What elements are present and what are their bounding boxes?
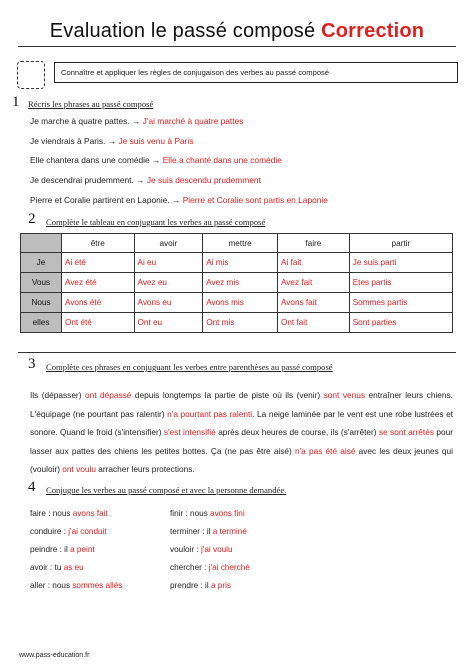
verb-item xyxy=(170,581,231,590)
line-answer: J'ai marché à quatre pattes xyxy=(142,116,244,126)
table-cell: Je suis parti xyxy=(349,253,452,273)
exercise1-line xyxy=(30,155,282,165)
verb-answer: a terminé xyxy=(212,527,247,536)
section2-number: 2 xyxy=(28,211,36,227)
objective-box: Connaître et appliquer les règles de conjugaison des verbes au passé composé xyxy=(54,62,458,83)
arrow-icon: → xyxy=(172,195,181,205)
verb-answer: a pris xyxy=(210,581,231,590)
text-segment: arracher leurs protections. xyxy=(95,464,195,475)
arrow-icon: → xyxy=(107,136,117,146)
section3-number: 3 xyxy=(28,356,36,372)
table-cell: Avez eu xyxy=(134,273,203,293)
pronoun-cell: elles xyxy=(21,313,62,333)
text-segment: avec les deux jeunes qui (vouloir) xyxy=(30,445,453,475)
table-cell: Avez mis xyxy=(203,273,278,293)
title-divider xyxy=(18,46,456,47)
pronoun-cell: Vous xyxy=(21,273,62,293)
table-cell: Avez été xyxy=(62,273,135,293)
text-segment: après deux heures de course, ils (s'arrêter) xyxy=(215,427,379,438)
text-segment: entraîner leurs chiens. L'équipage (ne pourtant pas ralentir) xyxy=(30,390,453,419)
verb-answer: as eu xyxy=(63,563,84,572)
answer-segment: ont voulu xyxy=(62,464,96,475)
answer-segment: s'est intensifié xyxy=(163,427,216,438)
table-cell: Ai eu xyxy=(134,253,203,273)
table-header: être xyxy=(62,234,135,253)
table-row xyxy=(21,253,453,273)
answer-segment: sont venus xyxy=(323,390,365,400)
verb-item xyxy=(30,527,107,536)
verb-prompt: chercher : xyxy=(170,563,209,572)
line-answer: Pierre et Coralie sont partis en Laponie xyxy=(182,195,328,205)
verb-item xyxy=(30,581,122,590)
table-cell: Ai fait xyxy=(277,253,349,273)
line-answer: Je suis venu à Paris xyxy=(118,136,194,146)
line-answer: Elle a chanté dans une comédie xyxy=(162,155,282,165)
line-answer: Je suis descendu prudemment xyxy=(146,175,261,185)
page-title xyxy=(0,20,474,43)
verb-prompt: faire : nous xyxy=(30,509,73,518)
pronoun-cell: Nous xyxy=(21,293,62,313)
section1-title: Récris les phrases au passé composé xyxy=(28,99,154,109)
table-corner-cell xyxy=(21,234,62,253)
table-cell: Ont mis xyxy=(203,313,278,333)
table-cell: Avez fait xyxy=(277,273,349,293)
verb-item xyxy=(170,509,245,518)
table-row xyxy=(21,273,453,293)
section3-title: Complète ces phrases en conjuguant les verbes entre parenthèses au passé composé xyxy=(46,362,333,372)
objective-checkbox xyxy=(17,61,45,89)
verb-item xyxy=(170,563,250,572)
text-segment: . La neige laminée par le vent est une robe lustrées et sonore. Quand le froid (s'intensifier) xyxy=(30,408,453,438)
verb-prompt: aller : nous xyxy=(30,581,73,590)
section4-number: 4 xyxy=(28,479,36,495)
table-cell: Ont eu xyxy=(134,313,203,333)
verb-item xyxy=(170,545,233,554)
verb-answer: avons fini xyxy=(210,509,245,518)
verb-prompt: terminer : il xyxy=(170,527,213,536)
arrow-icon: → xyxy=(131,116,141,126)
exercise1-line xyxy=(30,195,328,205)
text-segment: pour lasser aux pattes des chiens les petites bottes. Ça (ne pas être aisé) xyxy=(30,427,453,456)
line-original: Je viendrais à Paris. xyxy=(30,136,106,146)
verb-prompt: avoir : tu xyxy=(30,563,64,572)
table-cell: Ont fait xyxy=(277,313,349,333)
table-cell: Avons été xyxy=(62,293,135,313)
arrow-icon: → xyxy=(136,175,145,185)
exercise1-line xyxy=(30,136,193,146)
table-header: faire xyxy=(277,234,349,253)
line-original: Pierre et Coralie partirent en Laponie. xyxy=(30,195,170,205)
paragraph-text xyxy=(30,386,453,479)
conjugation-table xyxy=(20,233,453,333)
section1-number: 1 xyxy=(12,94,20,110)
verb-answer: avons fait xyxy=(72,509,108,518)
table-row xyxy=(21,293,453,313)
section2-title: Complète le tableau en conjuguant les verbes au passé composé xyxy=(46,217,266,227)
answer-segment: n'a pas été aisé xyxy=(294,445,356,456)
title-main: Evaluation le passé composé xyxy=(49,20,316,42)
table-cell: Ai mis xyxy=(203,253,278,273)
exercise3-paragraph xyxy=(30,386,453,479)
table-header: mettre xyxy=(203,234,278,253)
exercise1-line xyxy=(30,175,261,185)
verb-prompt: finir : nous xyxy=(170,509,211,518)
table-cell: Avons fait xyxy=(277,293,349,313)
verb-prompt: peindre : il xyxy=(30,545,71,554)
answer-segment: ont dépassé xyxy=(84,390,132,400)
text-segment: depuis longtemps la partie de piste où ils (venir) xyxy=(131,390,324,400)
verb-prompt: conduire : xyxy=(30,527,69,536)
table-header-row xyxy=(21,234,453,253)
table-cell: Sont parties xyxy=(349,313,452,333)
table-cell: Ont été xyxy=(62,313,135,333)
table-header: partir xyxy=(349,234,452,253)
verb-prompt: prendre : il xyxy=(170,581,211,590)
pronoun-cell: Je xyxy=(21,253,62,273)
section4-title: Conjugue les verbes au passé composé et avec la personne demandée. xyxy=(46,485,287,495)
line-original: Je marche à quatre pattes. xyxy=(30,116,130,126)
table-row xyxy=(21,313,453,333)
table-cell: Avons mis xyxy=(203,293,278,313)
answer-segment: se sont arrêtés xyxy=(378,427,434,438)
table-header: avoir xyxy=(134,234,203,253)
line-original: Je descendrai prudemment. xyxy=(30,175,134,185)
section-divider xyxy=(18,352,456,353)
arrow-icon: → xyxy=(151,155,161,165)
footer-url[interactable]: www.pass-education.fr xyxy=(19,652,90,659)
line-original: Elle chantera dans une comédie xyxy=(30,155,150,165)
answer-segment: n'a pourtant pas ralenti xyxy=(167,408,253,419)
verb-answer: j'ai conduit xyxy=(68,527,107,536)
verb-answer: a peint xyxy=(70,545,95,554)
table-cell: Ai été xyxy=(62,253,135,273)
verb-item xyxy=(30,509,108,518)
verb-answer: sommes allés xyxy=(72,581,123,590)
verb-answer: j'ai voulu xyxy=(200,545,233,554)
text-segment: Ils (dépasser) xyxy=(30,390,85,400)
exercise1-line xyxy=(30,116,243,126)
title-correction: Correction xyxy=(321,20,425,42)
table-cell: Avons eu xyxy=(134,293,203,313)
verb-item xyxy=(170,527,247,536)
table-cell: Sommes partis xyxy=(349,293,452,313)
verb-item xyxy=(30,545,95,554)
verb-prompt: vouloir : xyxy=(170,545,201,554)
verb-answer: j'ai cherché xyxy=(208,563,250,572)
verb-item xyxy=(30,563,84,572)
table-cell: Etes partis xyxy=(349,273,452,293)
